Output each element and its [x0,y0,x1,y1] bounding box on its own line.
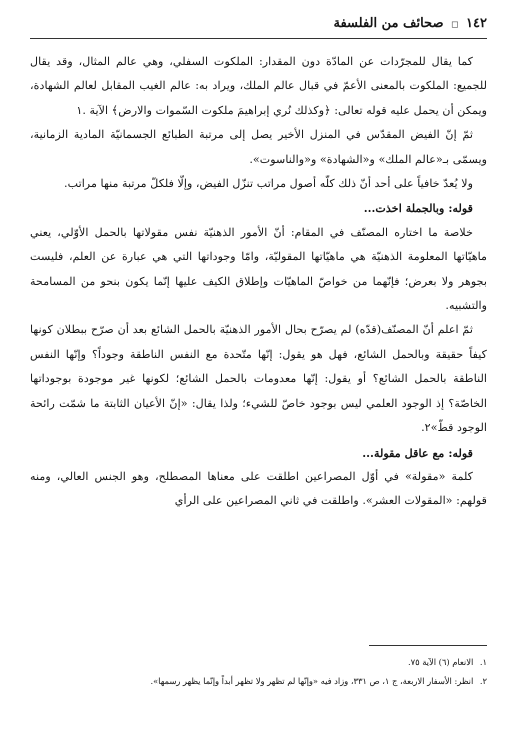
main-text [30,50,487,514]
quote-heading: قوله: مع عاقل مقولة... [362,445,473,460]
footnote [30,653,487,672]
page-number: ١٤٢ [466,16,487,31]
footnote-number: ٢. [479,676,487,686]
book-title: صحائف من الفلسفة [333,16,444,31]
footnotes [30,653,487,691]
quote-heading: قوله: وبالجملة اخذت... [363,201,473,216]
paragraph: ثمّ إنّ الفيض المقدّس في المنزل الأخير يصل إلى مرتبة الطبائع الجسمانيّة المادية الزمانية، ويسمّى بـ«عالم الملك» و«الشهادة» و«والناسوت». [30,128,487,166]
running-header [30,14,487,39]
header-separator: ◻ [451,20,459,30]
footnote-text: انظر: الأسفار الاربعة، ج ١، ص ٣٣١، وزاد فيه «وإنّها لم تظهر ولا تظهر أبداً وإنّما يظهر رسمها». [150,676,474,686]
footnote-divider [369,645,487,646]
footnote-text: الانعام (٦) الآية ٧٥. [408,657,474,667]
paragraph: خلاصة ما اختاره المصنّف في المقام: أنّ الأمور الذهنيّة نفس مقولاتها بالحمل الأوّلي، يعني ماهيّاتها المعلومة الذهنيّة هي ماهيّاتها المقوليّة، وامّا وجوداتها التي هي عبارة عن العلم، فليست بجوهر ولا بعرض؛ فإنّهما من خواصّ الماهيّات وإطلاق الكيف عليها إنّما يكون بنحو من المسامحة والتشبيه. [30,225,487,313]
paragraph: كما يقال للمجرّدات عن المادّة دون المقدار: الملكوت السفلي، وهي عالم المثال، وقد يقال للجميع: الملكوت بالمعنى الأعمّ في قبال عالم الملك، ويراد به: عالم الغيب المقابل لعالم الشهادة، ويمكن أن يحمل عليه قوله تعالى: ﴿وكذلك نُري إبراهيمَ ملكوت السّموات والارض﴾ الآية .١ [30,55,487,117]
paragraph: ولا يُعدّ خافياً على أحد أنّ ذلك كلّه أصول مراتب تنزّل الفيض، وإلّا فلكلّ مرتبة منها مراتب. [64,177,473,191]
footnote [30,672,487,691]
paragraph: كلمة «مقولة» في أوّل المصراعين اطلقت على معناها المصطلح، وهو الجنس العالي، ومنه قولهم: «المقولات العشر». واطلقت في ثاني المصراعين على الرأي [30,469,487,508]
footnote-number: ١. [479,657,487,667]
paragraph: ثمّ اعلم أنّ المصنّف(قدّه) لم يصرّح بحال الأمور الذهنيّة بالحمل الشائع بعد أن صرّح ببطلان كونها كيفاً حقيقة وبالحمل الشائع، فهل هو يقول: إنّها متّحدة مع النفس الناطقة وجوداً؟ وإنّها النفس الناطقة بالحمل الشائع؟ أو يقول: إنّها معدومات بالحمل الشائع؛ لكونها غير موجودة بوجوداتها الخاصّة؟ إذ الوجود العلمي ليس بوجود خاصّ للشيء؛ ولذا يقال: «إنّ الأعيان الثابتة ما شمّت رائحة الوجود قطّ»٢. [30,323,487,435]
